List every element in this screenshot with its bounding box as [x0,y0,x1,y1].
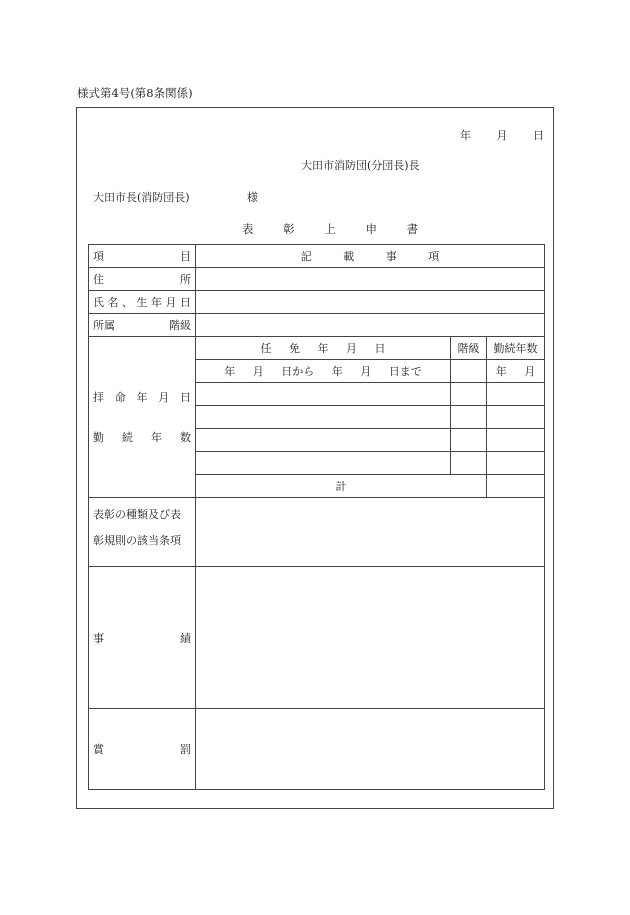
label-affiliation-rank [89,314,196,337]
issuer-name: 大田市消防団(分団長)長 [301,159,420,172]
document-title: 表 彰 上 申 書 [242,222,419,236]
header-item: 項目 [89,245,196,268]
label-rank: 階級 [169,319,191,332]
sub-service-years-header: 勤続年数 [487,337,545,360]
appointment-entry-2-period[interactable] [196,406,451,429]
addressee-name: 大田市長(消防団長) [93,191,190,204]
row-address [89,268,545,291]
row-name-birth [89,291,545,314]
table-header-row [89,245,545,268]
value-affiliation-rank[interactable] [196,314,545,337]
label-rewards-punishments: 賞罰 [89,709,196,790]
sub-appointment-header: 任 免 年 月 日 [196,337,451,360]
appointment-entry-4-rank[interactable] [451,452,487,475]
label-appointment: 拝命年月日 [93,391,191,404]
total-label: 計 [196,475,487,498]
form-number-label: 様式第4号(第8条関係) [77,86,193,100]
label-award-type: 表彰の種類及び表彰規則の該当条項 [89,498,196,567]
row-award-type [89,498,545,567]
total-value[interactable] [487,475,545,498]
appointment-entry-2-years[interactable] [487,406,545,429]
sub-years-months-units: 年 月 [487,360,545,383]
date-line: 年 月 日 [460,129,544,142]
label-appointment-service [89,337,196,498]
appointment-entry-3-rank[interactable] [451,429,487,452]
appointment-entry-1-rank[interactable] [451,383,487,406]
appointment-entry-2-rank[interactable] [451,406,487,429]
appointment-entry-1-years[interactable] [487,383,545,406]
label-affiliation: 所属 [93,319,115,332]
sub-rank-header: 階級 [451,337,487,360]
row-affiliation-rank [89,314,545,337]
appointment-entry-4-years[interactable] [487,452,545,475]
value-rewards-punishments[interactable] [196,709,545,790]
sub-period-units: 年 月 日から 年 月 日まで [196,360,451,383]
honorific-sama: 様 [247,191,258,204]
label-service-years: 勤続年数 [93,431,191,444]
appointment-entry-1-period[interactable] [196,383,451,406]
label-achievements: 事績 [89,567,196,709]
row-appointment-head [89,337,545,360]
value-award-type[interactable] [196,498,545,567]
appointment-entry-4-period[interactable] [196,452,451,475]
sub-rank-units [451,360,487,383]
appointment-entry-3-period[interactable] [196,429,451,452]
application-table [88,244,545,790]
value-address[interactable] [196,268,545,291]
label-name-birth: 氏名、生年月日 [89,291,196,314]
appointment-entry-3-years[interactable] [487,429,545,452]
row-achievements [89,567,545,709]
row-rewards-punishments [89,709,545,790]
value-name-birth[interactable] [196,291,545,314]
header-entry: 記 載 事 項 [196,245,545,268]
label-address: 住所 [89,268,196,291]
value-achievements[interactable] [196,567,545,709]
